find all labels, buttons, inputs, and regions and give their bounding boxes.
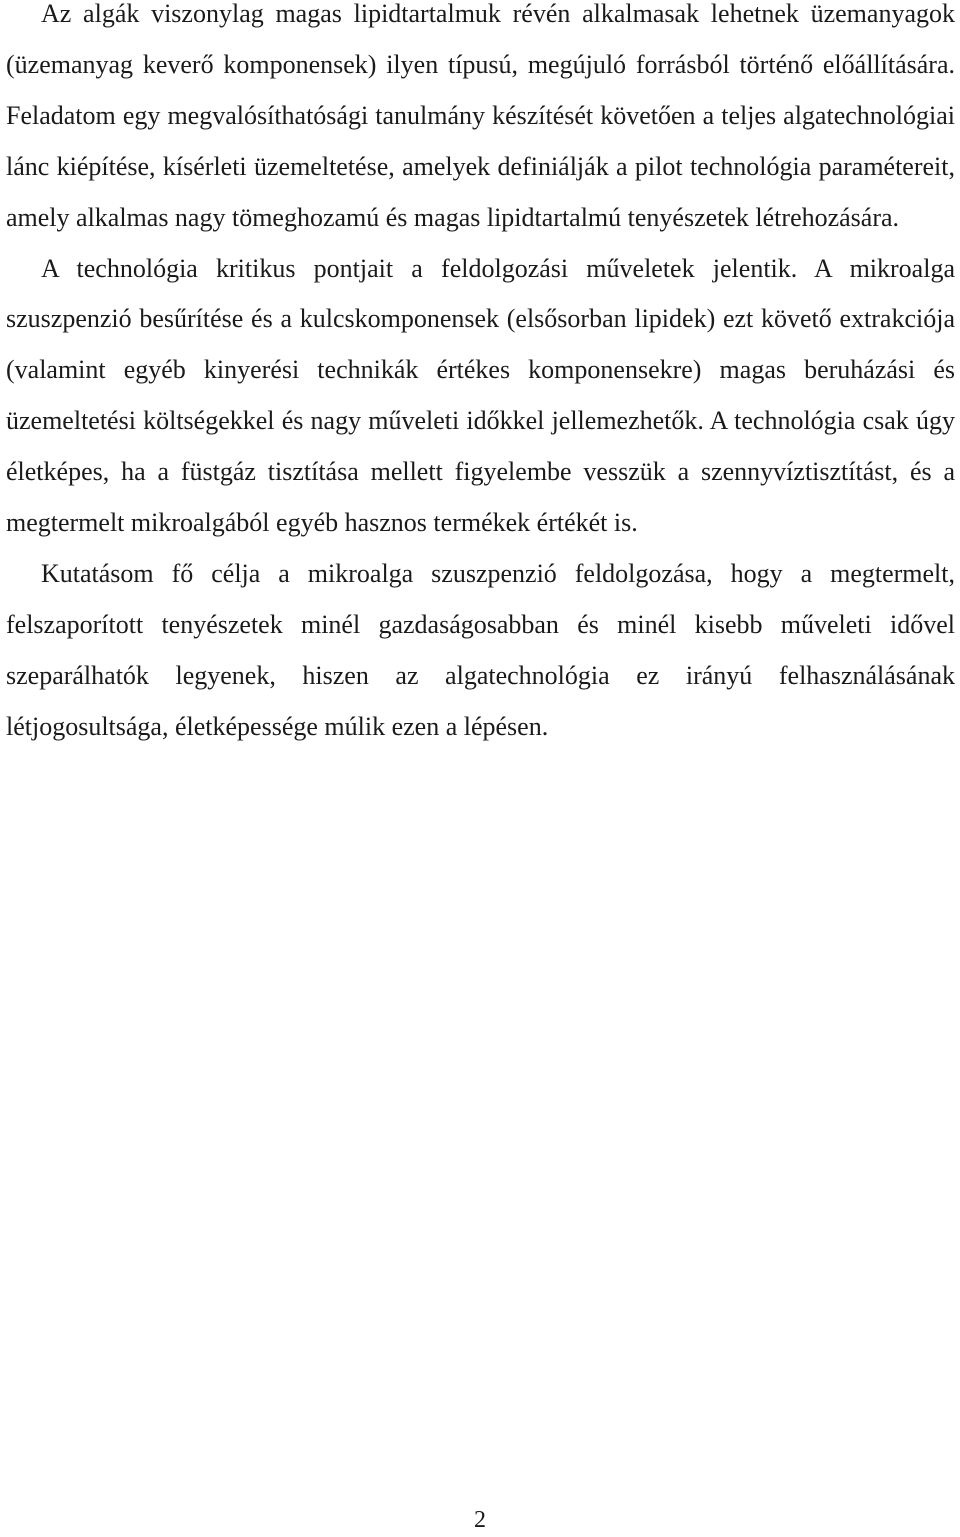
paragraph-3: Kutatásom fő célja a mikroalga szuszpenzió feldolgozása, hogy a megtermelt, felszaporított tenyészetek minél gazdaságosabban és minél kisebb műveleti idővel szeparálhatók legyenek, hiszen az algatechnológia ez irányú felhasználásának létjogosultsága, életképessége múlik ezen a lépésen. <box>6 558 955 741</box>
paragraph-1: Az algák viszonylag magas lipidtartalmuk révén alkalmasak lehetnek üzemanyagok (üzemanyag keverő komponensek) ilyen típusú, megújuló forrásból történő előállítására. Feladatom egy megvalósíthatósági tanulmány készítését követően a teljes algatechnológiai lánc kiépítése, kísérleti üzemeltetése, amelyek definiálják a pilot technológia paramétereit, amely alkalmas nagy tömeghozamú és magas lipidtartalmú tenyészetek létrehozására. <box>6 0 955 232</box>
body-text <box>6 0 955 753</box>
paragraph-2: A technológia kritikus pontjait a feldolgozási műveletek jelentik. A mikroalga szuszpenzió besűrítése és a kulcskomponensek (elsősorban lipidek) ezt követő extrakciója (valamint egyéb kinyerési technikák értékes komponensekre) magas beruházási és üzemeltetési költségekkel és nagy műveleti időkkel jellemezhetők. A technológia csak úgy életképes, ha a füstgáz tisztítása mellett figyelembe vesszük a szennyvíztisztítást, és a megtermelt mikroalgából egyéb hasznos termékek értékét is. <box>6 253 955 538</box>
page-number: 2 <box>474 1507 486 1533</box>
